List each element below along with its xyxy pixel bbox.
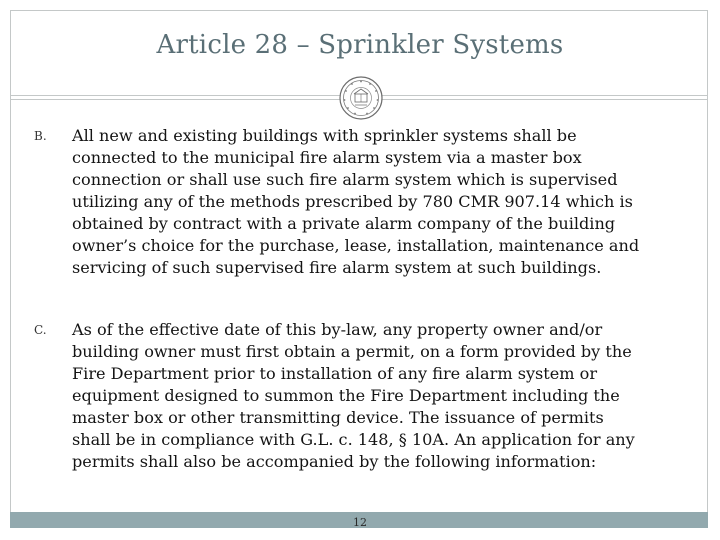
item-text: All new and existing buildings with sprinkler systems shall be connected to the municipal fire alarm system via a master box connection or shall use such fire alarm system which is supervised utilizing any of the methods prescribed by 780 CMR 907.14 which is obtained by contract with a private alarm company of the building owner’s choice for the purchase, lease, installation, maintenance and servicing of such supervised fire alarm system at such buildings. — [72, 126, 640, 277]
slide-title: Article 28 – Sprinkler Systems — [156, 30, 564, 60]
town-seal-icon — [339, 76, 383, 120]
page-number: 12 — [353, 516, 367, 529]
item-marker: C. — [34, 323, 47, 337]
item-marker: B. — [34, 129, 47, 143]
item-text: As of the effective date of this by-law, any property owner and/or building owner must first obtain a permit, on a form provided by the Fire Department prior to installation of any fire alarm system or equipment designed to summon the Fire Department including the master box or other transmitting device. The issuance of permits shall be in compliance with G.L. c. 148, § 10A. An application for any permits shall also be accompanied by the following information: — [72, 320, 635, 471]
